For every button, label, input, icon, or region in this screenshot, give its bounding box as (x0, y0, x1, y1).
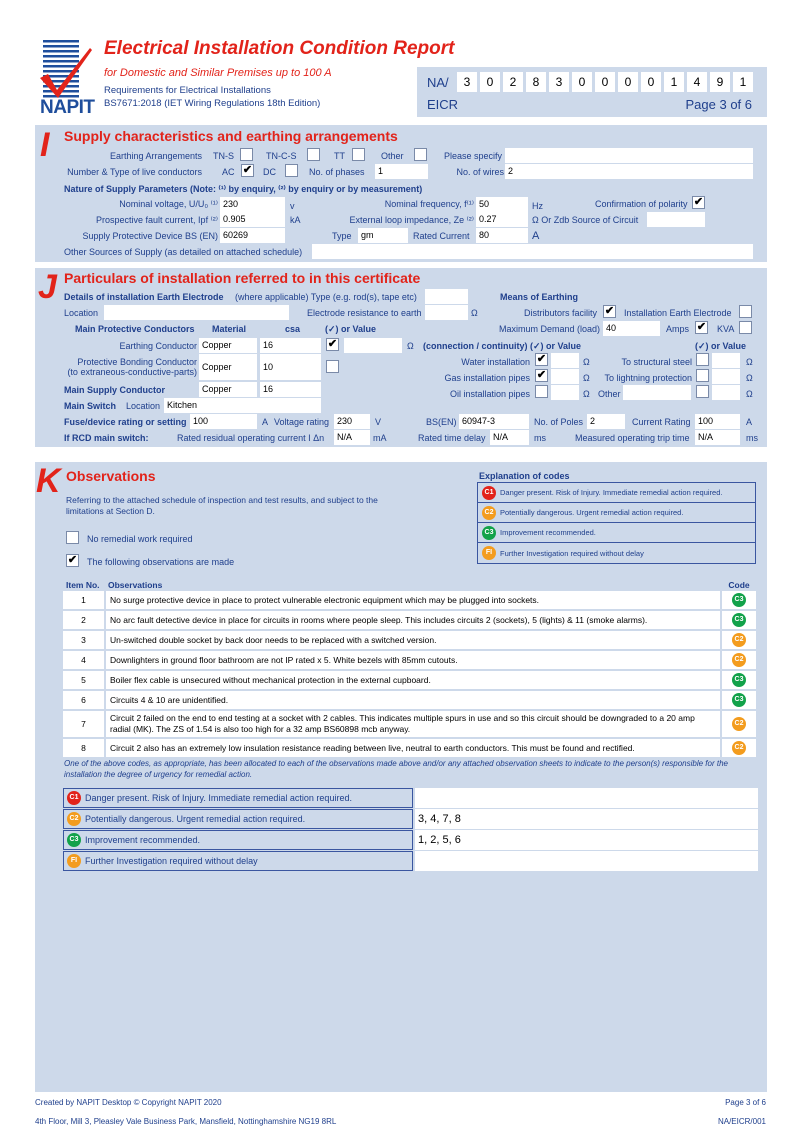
summary-items-c1[interactable] (415, 788, 758, 808)
fi-badge-icon: FI (482, 546, 496, 560)
lightning-protection-label: To lightning protection (604, 373, 692, 383)
cert-digit: 8 (526, 72, 546, 92)
pfc-unit: kA (290, 215, 301, 225)
cert-type: EICR (427, 97, 459, 112)
c1-badge-icon: C1 (67, 791, 81, 805)
cert-digit: 2 (503, 72, 523, 92)
legend-text: Potentially dangerous. Urgent remedial action required. (500, 508, 684, 517)
earthing-conductor-checkbox[interactable]: ✔ (327, 338, 338, 350)
summary-items-fi[interactable] (415, 851, 758, 871)
footer-form-ref: NA/EICR/001 (717, 1117, 766, 1126)
oil-installation-checkbox[interactable] (535, 385, 548, 398)
amps-label: Amps (666, 324, 690, 334)
location-field[interactable] (104, 305, 289, 320)
observation-text: No arc fault detective device in place for circuits in rooms where people sleep. This includes circuits 2 (sockets), 5 (lights) & 11 (smoke alarms). (105, 610, 721, 630)
item-number: 8 (63, 738, 105, 758)
please-specify-label: Please specify (444, 151, 503, 161)
observation-text: Circuit 2 also has an extremely low insulation resistance reading between live, neutral to earth conductors. This must be found and rectified. (105, 738, 721, 758)
rcd-residual-current-label: Rated residual operating current I Δn (177, 433, 325, 443)
summary-text: Danger present. Risk of Injury. Immediate remedial action required. (85, 793, 352, 803)
lightning-protection-value-field[interactable] (712, 369, 740, 384)
max-demand-field[interactable]: 40 (603, 321, 660, 336)
section-i-letter: I (40, 126, 50, 164)
requirements-line-2: BS7671:2018 (IET Wiring Regulations 18th Edition) (104, 98, 321, 109)
item-number: 3 (63, 630, 105, 650)
voltage-rating-label: Voltage rating (274, 417, 330, 427)
type-field[interactable]: gm (358, 228, 408, 243)
c3-badge-icon: C3 (732, 693, 746, 707)
gas-installation-label: Gas installation pipes (444, 373, 530, 383)
summary-row-c3 (63, 830, 413, 850)
location-label: Location (64, 308, 99, 318)
table-row (63, 710, 757, 738)
electrode-resistance-unit: Ω (471, 308, 478, 318)
other-ohm-unit: Ω (746, 389, 753, 399)
means-of-earthing-label: Means of Earthing (500, 292, 579, 302)
fuse-rating-unit: A (262, 417, 269, 427)
phases-label: No. of phases (309, 167, 365, 177)
c3-badge-icon: C3 (732, 613, 746, 627)
no-remedial-work-label: No remedial work required (87, 534, 193, 544)
oil-ohm-unit: Ω (583, 389, 590, 399)
item-number: 1 (63, 591, 105, 610)
lightning-protection-checkbox[interactable] (696, 369, 709, 382)
c2-badge-icon: C2 (732, 717, 746, 731)
tncs-label: TN-C-S (266, 151, 297, 161)
external-loop-impedance-label: External loop impedance, Ze ⁽²⁾ (349, 215, 474, 225)
wires-label: No. of wires (456, 167, 504, 177)
distributors-facility-label: Distributors facility (524, 308, 598, 318)
observations-table (63, 578, 758, 759)
bonding-conductor-label-1: Protective Bonding Conductor (77, 357, 197, 367)
legend-row-c2 (478, 503, 755, 523)
fuse-rating-field[interactable]: 100 (190, 414, 257, 429)
current-rating-unit: A (746, 417, 753, 427)
please-specify-field[interactable] (505, 148, 753, 163)
c1-badge-icon: C1 (482, 486, 496, 500)
gas-installation-checkbox[interactable]: ✔ (536, 369, 547, 381)
bsen-field[interactable]: 60947-3 (459, 414, 529, 429)
rcd-time-delay-unit: ms (534, 433, 546, 443)
rated-current-field[interactable]: 80 (476, 228, 528, 243)
table-row (63, 630, 757, 650)
nominal-frequency-unit: Hz (532, 201, 543, 211)
observation-text: Un-switched double socket by back door needs to be replaced with a switched version. (105, 630, 721, 650)
steel-ohm-unit: Ω (746, 357, 753, 367)
requirements-line-1: Requirements for Electrical Installations (104, 85, 271, 96)
tns-checkbox[interactable] (240, 148, 253, 161)
bsen-label: BS(EN) (426, 417, 457, 427)
summary-items-c3[interactable]: 1, 2, 5, 6 (415, 830, 758, 850)
nominal-frequency-label: Nominal frequency, f⁽¹⁾ (384, 199, 474, 209)
oil-installation-label: Oil installation pipes (449, 389, 530, 399)
gas-ohm-unit: Ω (583, 373, 590, 383)
legend-text: Danger present. Risk of Injury. Immediate remedial action required. (500, 488, 723, 497)
installation-earth-electrode-label: Installation Earth Electrode (624, 308, 732, 318)
tick-or-value-header: (✓) or Value (325, 324, 377, 334)
main-supply-conductor-label: Main Supply Conductor (64, 385, 165, 395)
rated-current-label: Rated Current (413, 231, 470, 241)
bonding-csa-field[interactable]: 10 (260, 354, 321, 380)
summary-text: Potentially dangerous. Urgent remedial action required. (85, 814, 306, 824)
rcd-residual-current-unit: mA (373, 433, 387, 443)
c2-badge-icon: C2 (67, 812, 81, 826)
main-supply-csa-field[interactable]: 16 (260, 382, 321, 397)
electrode-resistance-label: Electrode resistance to earth (307, 308, 422, 318)
code-header: Code (728, 579, 750, 590)
tt-label: TT (334, 151, 345, 161)
item-no-header: Item No. (66, 579, 100, 590)
section-j-letter: J (38, 268, 57, 306)
structural-steel-checkbox[interactable] (696, 353, 709, 366)
gas-installation-value-field[interactable] (551, 369, 579, 384)
nominal-voltage-label: Nominal voltage, U/U₀ ⁽¹⁾ (119, 199, 218, 209)
water-installation-checkbox[interactable]: ✔ (536, 353, 547, 365)
ac-checkbox[interactable]: ✔ (242, 164, 253, 176)
main-switch-label: Main Switch (64, 401, 117, 411)
other-bonding-checkbox[interactable] (696, 385, 709, 398)
tncs-checkbox[interactable] (307, 148, 320, 161)
cert-digit: 1 (664, 72, 684, 92)
earthing-conductor-label: Earthing Conductor (119, 341, 197, 351)
napit-logo (38, 40, 95, 118)
rcd-trip-time-label: Measured operating trip time (575, 433, 690, 443)
observation-text: No surge protective device in place to protect vulnerable electronic equipment which may be plugged into sockets. (105, 591, 721, 610)
item-number: 7 (63, 710, 105, 738)
current-rating-label: Current Rating (632, 417, 691, 427)
observation-text: Circuit 2 failed on the end to end testing at a socket with 2 cables. This indicates multiple spurs in use and so this circuit should be downgraded to a 20 amp radial (MK). The ZS of 1.54 is also too high for a 32 amp BS60898 mcb anyway. (105, 710, 721, 738)
cert-prefix: NA/ (427, 75, 449, 90)
distributors-facility-checkbox[interactable]: ✔ (604, 305, 615, 317)
cert-digit: 3 (457, 72, 477, 92)
section-i-title: Supply characteristics and earthing arrangements (64, 128, 398, 144)
cert-digit: 3 (549, 72, 569, 92)
observation-text: Circuits 4 & 10 are unidentified. (105, 690, 721, 710)
voltage-rating-unit: V (375, 417, 382, 427)
table-row (63, 690, 757, 710)
following-observations-label: The following observations are made (87, 557, 235, 567)
water-installation-value-field[interactable] (551, 353, 579, 368)
voltage-rating-field[interactable]: 230 (334, 414, 370, 429)
summary-text: Further Investigation required without delay (85, 856, 258, 866)
rcd-trip-time-unit: ms (746, 433, 758, 443)
logo-text: NAPIT (40, 97, 95, 118)
polarity-checkbox[interactable]: ✔ (693, 196, 704, 208)
nominal-voltage-unit: v (290, 201, 295, 211)
rcd-trip-time-field[interactable]: N/A (695, 430, 740, 445)
footer-page: Page 3 of 6 (725, 1098, 766, 1107)
section-j-title: Particulars of installation referred to in this certificate (64, 270, 421, 286)
rcd-time-delay-label: Rated time delay (418, 433, 486, 443)
prospective-fault-current-field[interactable]: 0.905 (220, 212, 285, 227)
other-earthing-checkbox[interactable] (414, 148, 427, 161)
kva-label: KVA (717, 324, 735, 334)
electrode-resistance-field[interactable] (425, 305, 468, 320)
legend-row-c3 (478, 523, 755, 543)
section-k-letter: K (36, 462, 61, 500)
ac-label: AC (222, 167, 235, 177)
structural-steel-label: To structural steel (621, 357, 692, 367)
item-number: 4 (63, 650, 105, 670)
zdb-source-field[interactable] (647, 212, 705, 227)
bonding-checkbox[interactable] (326, 360, 339, 373)
c2-badge-icon: C2 (482, 506, 496, 520)
table-row (63, 738, 757, 758)
c2-badge-icon: C2 (732, 633, 746, 647)
rcd-residual-current-field[interactable]: N/A (334, 430, 370, 445)
tt-checkbox[interactable] (352, 148, 365, 161)
material-header: Material (212, 324, 247, 334)
summary-text: Improvement recommended. (85, 835, 201, 845)
supply-protective-device-field[interactable]: 60269 (220, 228, 285, 243)
item-number: 6 (63, 690, 105, 710)
cert-digit: 1 (733, 72, 753, 92)
bonding-material-field[interactable]: Copper (199, 354, 257, 380)
main-supply-material-field[interactable]: Copper (199, 382, 257, 397)
no-of-poles-label: No. of Poles (534, 417, 584, 427)
c3-badge-icon: C3 (732, 673, 746, 687)
cert-digit: 0 (595, 72, 615, 92)
explanation-of-codes-heading: Explanation of codes (479, 471, 570, 481)
earthing-arrangements-label: Earthing Arrangements (109, 151, 202, 161)
earthing-conductor-ohm-unit: Ω (407, 341, 414, 351)
main-switch-location-label: Location (126, 401, 161, 411)
wires-field[interactable]: 2 (505, 164, 753, 179)
observations-header: Observations (108, 579, 163, 590)
bonding-conductor-label-2: (to extraneous-conductive-parts) (67, 367, 197, 377)
fuse-rating-label: Fuse/device rating or setting (64, 417, 187, 427)
fi-badge-icon: FI (67, 854, 81, 868)
other-earthing-label: Other (381, 151, 404, 161)
type-label: Type (332, 231, 352, 241)
legend-text: Improvement recommended. (500, 528, 596, 537)
summary-row-fi (63, 851, 413, 871)
water-ohm-unit: Ω (583, 357, 590, 367)
explanation-of-codes-legend (477, 482, 756, 564)
summary-row-c1 (63, 788, 413, 808)
main-protective-conductors-label: Main Protective Conductors (75, 324, 195, 334)
report-subtitle: for Domestic and Similar Premises up to 100 A (104, 67, 332, 79)
nature-of-supply-heading: Nature of Supply Parameters (Note: ⁽¹⁾ by enquiry, ⁽²⁾ by enquiry or by measurement) (64, 184, 423, 194)
rcd-main-switch-label: If RCD main switch: (64, 433, 149, 443)
section-k-title: Observations (66, 468, 156, 484)
oil-installation-value-field[interactable] (551, 385, 579, 400)
amps-checkbox[interactable]: ✔ (696, 321, 707, 333)
electrode-type-label: (where applicable) Type (e.g. rod(s), tape etc) (235, 292, 417, 302)
connection-continuity-header: (connection / continuity) (✓) or Value (423, 341, 582, 351)
nominal-voltage-field[interactable]: 230 (220, 197, 285, 212)
nominal-frequency-field[interactable]: 50 (476, 197, 528, 212)
other-bonding-value-field[interactable] (712, 385, 740, 400)
tick-or-value-header-2: (✓) or Value (695, 341, 747, 351)
c3-badge-icon: C3 (67, 833, 81, 847)
following-observations-checkbox[interactable]: ✔ (67, 554, 78, 566)
earthing-conductor-csa-field[interactable]: 16 (260, 338, 321, 353)
table-row (63, 610, 757, 630)
main-switch-location-field[interactable]: Kitchen (164, 398, 321, 413)
item-number: 5 (63, 670, 105, 690)
cert-digit: 0 (618, 72, 638, 92)
earth-electrode-label: Details of installation Earth Electrode (64, 292, 224, 302)
lightning-ohm-unit: Ω (746, 373, 753, 383)
c2-badge-icon: C2 (732, 741, 746, 755)
footer-address: 4th Floor, Mill 3, Pleasley Vale Business Park, Mansfield, Nottinghamshire NG19 8RL (35, 1117, 337, 1126)
table-row (63, 650, 757, 670)
table-row (63, 670, 757, 690)
tns-label: TN-S (213, 151, 234, 161)
water-installation-label: Water installation (461, 357, 530, 367)
summary-items-c2[interactable]: 3, 4, 7, 8 (415, 809, 758, 829)
report-title: Electrical Installation Condition Report (104, 38, 455, 59)
electrode-type-field[interactable] (425, 289, 468, 304)
other-sources-field[interactable] (312, 244, 753, 259)
c3-badge-icon: C3 (482, 526, 496, 540)
page-indicator: Page 3 of 6 (685, 97, 752, 112)
cert-digit: 0 (480, 72, 500, 92)
other-bonding-field[interactable] (623, 385, 691, 400)
earthing-conductor-value-field[interactable] (344, 338, 402, 353)
cert-digit: 0 (572, 72, 592, 92)
current-rating-field[interactable]: 100 (695, 414, 740, 429)
ze-unit-label: Ω Or Zdb Source of Circuit (532, 215, 639, 225)
allocation-note: One of the above codes, as appropriate, has been allocated to each of the observations made above and/or any attached observation sheets to indicate to the person(s) responsible for the installation the degree of urgency for remedial action. (64, 759, 728, 779)
c3-badge-icon: C3 (732, 593, 746, 607)
legend-row-fi (478, 543, 755, 563)
rated-current-unit: A (532, 230, 540, 242)
kva-checkbox[interactable] (739, 321, 752, 334)
other-bonding-label: Other (598, 389, 621, 399)
other-sources-label: Other Sources of Supply (as detailed on attached schedule) (64, 247, 303, 257)
rcd-time-delay-field[interactable]: N/A (490, 430, 529, 445)
no-of-poles-field[interactable]: 2 (587, 414, 625, 429)
prospective-fault-current-label: Prospective fault current, Ipf ⁽²⁾ (96, 215, 218, 225)
polarity-label: Confirmation of polarity (595, 199, 688, 209)
cert-digit: 4 (687, 72, 707, 92)
max-demand-label: Maximum Demand (load) (498, 324, 600, 334)
observation-text: Boiler flex cable is unsecured without mechanical protection in the external cupboard. (105, 670, 721, 690)
live-conductors-label: Number & Type of live conductors (67, 167, 202, 177)
footer-created-by: Created by NAPIT Desktop © Copyright NAPIT 2020 (35, 1098, 222, 1107)
no-remedial-work-checkbox[interactable] (66, 531, 79, 544)
legend-text: Further Investigation required without delay (500, 548, 644, 558)
item-number: 2 (63, 610, 105, 630)
supply-protective-device-label: Supply Protective Device BS (EN) (82, 231, 218, 241)
external-loop-impedance-field[interactable]: 0.27 (476, 212, 528, 227)
csa-header: csa (285, 324, 301, 334)
observation-text: Downlighters in ground floor bathroom are not IP rated x 5. White bezels with 85mm cutouts. (105, 650, 721, 670)
structural-steel-value-field[interactable] (712, 353, 740, 368)
cert-digit: 0 (641, 72, 661, 92)
summary-row-c2 (63, 809, 413, 829)
dc-label: DC (263, 167, 276, 177)
table-row (63, 591, 757, 610)
c2-badge-icon: C2 (732, 653, 746, 667)
cert-digit: 9 (710, 72, 730, 92)
dc-checkbox[interactable] (285, 164, 298, 177)
installation-earth-electrode-checkbox[interactable] (739, 305, 752, 318)
phases-field[interactable]: 1 (375, 164, 428, 179)
observations-intro: Referring to the attached schedule of inspection and test results, and subject to the limitations at Section D. (66, 495, 378, 516)
legend-row-c1 (478, 483, 755, 503)
earthing-conductor-material-field[interactable]: Copper (199, 338, 257, 353)
